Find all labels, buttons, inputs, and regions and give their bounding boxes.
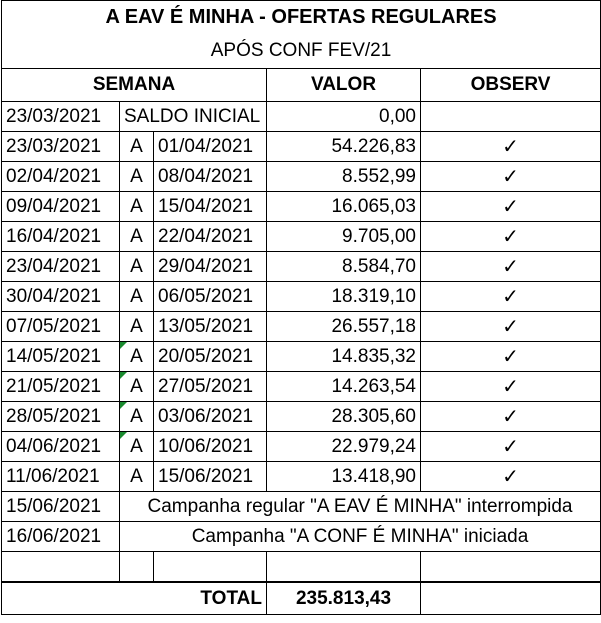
week-value: 18.319,10 [267,282,421,312]
note-text: Campanha regular "A EAV É MINHA" interrompida [120,492,601,522]
week-separator: A [120,312,154,342]
saldo-date: 23/03/2021 [2,102,120,132]
week-separator: A [120,222,154,252]
week-value: 54.226,83 [267,132,421,162]
week-start: 14/05/2021 [2,342,120,372]
saldo-observ [421,102,601,132]
week-value: 14.835,32 [267,342,421,372]
week-start: 07/05/2021 [2,312,120,342]
check-icon: ✓ [421,282,601,312]
week-start: 04/06/2021 [2,432,120,462]
check-icon: ✓ [421,312,601,342]
week-start: 28/05/2021 [2,402,120,432]
comment-marker-icon [120,342,127,349]
week-value: 13.418,90 [267,462,421,492]
offerings-table [1,0,601,615]
check-icon: ✓ [421,432,601,462]
check-icon: ✓ [421,132,601,162]
header-semana: SEMANA [2,69,267,102]
total-label: TOTAL [2,582,267,615]
empty-row [2,552,601,583]
week-separator: A [120,462,154,492]
check-icon: ✓ [421,192,601,222]
header-observ: OBSERV [421,69,601,102]
week-start: 02/04/2021 [2,162,120,192]
week-end: 20/05/2021 [154,342,267,372]
empty-cell [154,552,267,583]
note-date: 16/06/2021 [2,522,120,552]
week-value: 9.705,00 [267,222,421,252]
week-value: 26.557,18 [267,312,421,342]
page-subtitle: APÓS CONF FEV/21 [2,34,601,69]
table-row [2,432,601,462]
week-separator: A [120,282,154,312]
total-value: 235.813,43 [267,582,421,615]
check-icon: ✓ [421,162,601,192]
week-start: 23/04/2021 [2,252,120,282]
check-icon: ✓ [421,222,601,252]
week-separator: A [120,162,154,192]
table-row [2,252,601,282]
week-value: 14.263,54 [267,372,421,402]
week-end: 06/05/2021 [154,282,267,312]
week-end: 29/04/2021 [154,252,267,282]
week-end: 10/06/2021 [154,432,267,462]
page-title: A EAV É MINHA - OFERTAS REGULARES [2,1,601,35]
table-row [2,312,601,342]
comment-marker-icon [120,372,127,379]
week-separator: A [120,432,154,462]
week-value: 28.305,60 [267,402,421,432]
week-value: 22.979,24 [267,432,421,462]
empty-cell [2,552,120,583]
total-row [2,582,601,615]
table-row [2,342,601,372]
note-date: 15/06/2021 [2,492,120,522]
week-separator: A [120,132,154,162]
comment-marker-icon [120,432,127,439]
table-row [2,402,601,432]
week-value: 8.584,70 [267,252,421,282]
week-end: 08/04/2021 [154,162,267,192]
check-icon: ✓ [421,252,601,282]
week-start: 21/05/2021 [2,372,120,402]
week-end: 22/04/2021 [154,222,267,252]
week-end: 15/06/2021 [154,462,267,492]
saldo-value: 0,00 [267,102,421,132]
week-separator: A [120,252,154,282]
empty-cell [267,552,421,583]
check-icon: ✓ [421,372,601,402]
week-start: 09/04/2021 [2,192,120,222]
week-value: 8.552,99 [267,162,421,192]
header-valor: VALOR [267,69,421,102]
table-row [2,372,601,402]
saldo-label: SALDO INICIAL [120,102,267,132]
saldo-row [2,102,601,132]
week-end: 03/06/2021 [154,402,267,432]
week-end: 15/04/2021 [154,192,267,222]
check-icon: ✓ [421,342,601,372]
week-start: 16/04/2021 [2,222,120,252]
check-icon: ✓ [421,402,601,432]
week-start: 30/04/2021 [2,282,120,312]
week-separator: A [120,372,154,402]
table-row [2,282,601,312]
table-row [2,222,601,252]
week-start: 23/03/2021 [2,132,120,162]
week-separator: A [120,402,154,432]
week-end: 27/05/2021 [154,372,267,402]
note-row [2,522,601,552]
week-separator: A [120,342,154,372]
table-row [2,192,601,222]
empty-cell [120,552,154,583]
table-row [2,462,601,492]
table-row [2,162,601,192]
total-observ [421,582,601,615]
week-start: 11/06/2021 [2,462,120,492]
note-row [2,492,601,522]
week-value: 16.065,03 [267,192,421,222]
note-text: Campanha "A CONF É MINHA" iniciada [120,522,601,552]
week-end: 01/04/2021 [154,132,267,162]
empty-cell [421,552,601,583]
check-icon: ✓ [421,462,601,492]
week-end: 13/05/2021 [154,312,267,342]
week-separator: A [120,192,154,222]
comment-marker-icon [120,402,127,409]
table-row [2,132,601,162]
